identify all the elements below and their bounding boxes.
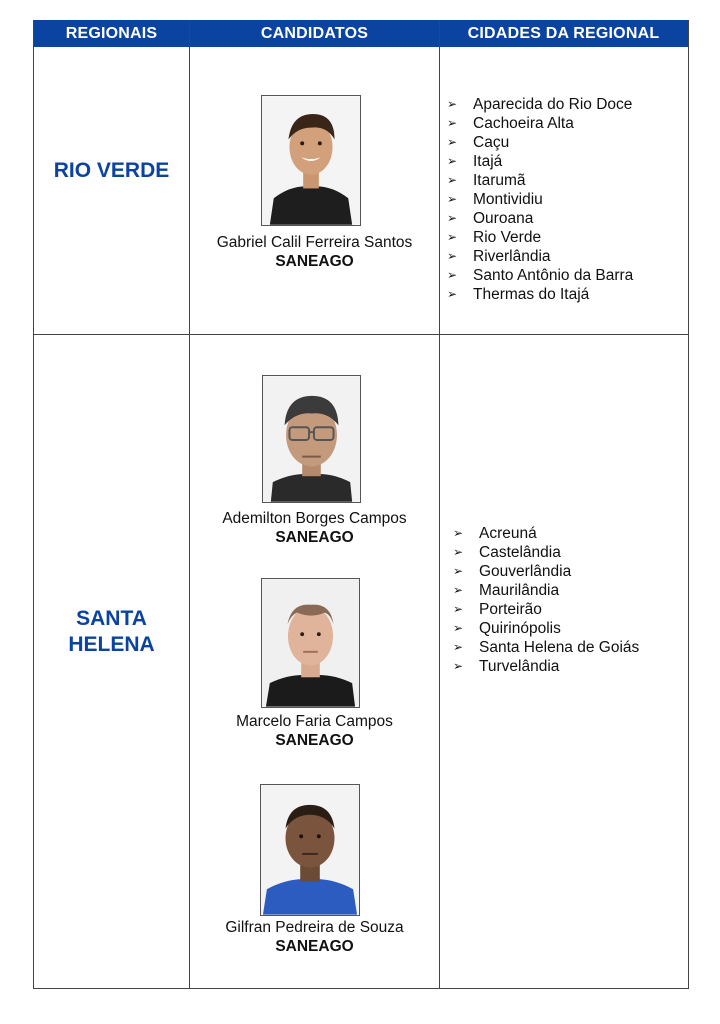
arrow-bullet-icon: ➢ [447, 287, 458, 301]
list-item: ➢ Turvelândia [453, 658, 560, 675]
header-cidades: CIDADES DA REGIONAL [467, 25, 660, 42]
list-item: ➢ Gouverlândia [453, 563, 572, 580]
candidate-org: SANEAGO [275, 253, 354, 270]
list-item: ➢ Montividiu [447, 191, 543, 208]
candidate-name: Gilfran Pedreira de Souza [225, 919, 404, 936]
candidate-name: Gabriel Calil Ferreira Santos [216, 234, 413, 251]
arrow-bullet-icon: ➢ [453, 545, 464, 559]
candidate-name: Marcelo Faria Campos [236, 713, 393, 730]
arrow-bullet-icon: ➢ [453, 564, 464, 578]
candidate-org: SANEAGO [275, 529, 354, 546]
list-item: ➢ Acreuná [453, 525, 537, 542]
arrow-bullet-icon: ➢ [453, 526, 464, 540]
arrow-bullet-icon: ➢ [447, 97, 458, 111]
list-item: ➢ Caçu [447, 134, 510, 151]
list-item: ➢ Itajá [447, 153, 503, 170]
region-name-santa-helena [34, 606, 189, 658]
regional-candidates-table [33, 20, 689, 989]
header-candidatos: CANDIDATOS [260, 25, 369, 42]
candidate-org: SANEAGO [275, 732, 354, 749]
region-name-line: HELENA [68, 633, 155, 656]
arrow-bullet-icon: ➢ [447, 268, 458, 282]
list-item: ➢ Quirinópolis [453, 620, 561, 637]
list-item: ➢ Itarumã [447, 172, 526, 189]
arrow-bullet-icon: ➢ [453, 602, 464, 616]
arrow-bullet-icon: ➢ [453, 621, 464, 635]
arrow-bullet-icon: ➢ [447, 154, 458, 168]
arrow-bullet-icon: ➢ [453, 659, 464, 673]
candidate-org: SANEAGO [275, 938, 354, 955]
arrow-bullet-icon: ➢ [453, 640, 464, 654]
list-item: ➢ Santa Helena de Goiás [453, 639, 640, 656]
candidate-photo-icon [262, 96, 360, 225]
region-name-rio-verde: RIO VERDE [53, 159, 170, 182]
list-item: ➢ Aparecida do Rio Doce [447, 96, 633, 113]
arrow-bullet-icon: ➢ [447, 211, 458, 225]
list-item: ➢ Maurilândia [453, 582, 560, 599]
candidate-photo [262, 375, 361, 503]
arrow-bullet-icon: ➢ [447, 230, 458, 244]
city-list-santa-helena [453, 524, 639, 676]
arrow-bullet-icon: ➢ [453, 583, 464, 597]
list-item: ➢ Castelândia [453, 544, 561, 561]
candidate-photo [261, 95, 361, 226]
list-item: ➢ Porteirão [453, 601, 542, 618]
candidate-name: Ademilton Borges Campos [222, 510, 407, 527]
header-regionais: REGIONAIS [65, 25, 158, 42]
arrow-bullet-icon: ➢ [447, 173, 458, 187]
column-divider [189, 20, 190, 988]
column-divider [439, 20, 440, 988]
list-item: ➢ Cachoeira Alta [447, 115, 574, 132]
candidate-photo-icon [263, 376, 360, 502]
list-item: ➢ Thermas do Itajá [447, 286, 590, 303]
list-item: ➢ Riverlândia [447, 248, 551, 265]
arrow-bullet-icon: ➢ [447, 249, 458, 263]
row-divider [34, 334, 688, 335]
candidate-photo [260, 784, 360, 916]
arrow-bullet-icon: ➢ [447, 135, 458, 149]
list-item: ➢ Rio Verde [447, 229, 542, 246]
list-item: ➢ Santo Antônio da Barra [447, 267, 634, 284]
arrow-bullet-icon: ➢ [447, 116, 458, 130]
table-header [34, 20, 688, 47]
candidate-photo-icon [262, 579, 359, 707]
region-name-line: SANTA [76, 607, 147, 630]
city-list-rio-verde [447, 95, 633, 304]
list-item: ➢ Ouroana [447, 210, 534, 227]
candidate-photo [261, 578, 360, 708]
arrow-bullet-icon: ➢ [447, 192, 458, 206]
candidate-photo-icon [261, 785, 359, 915]
